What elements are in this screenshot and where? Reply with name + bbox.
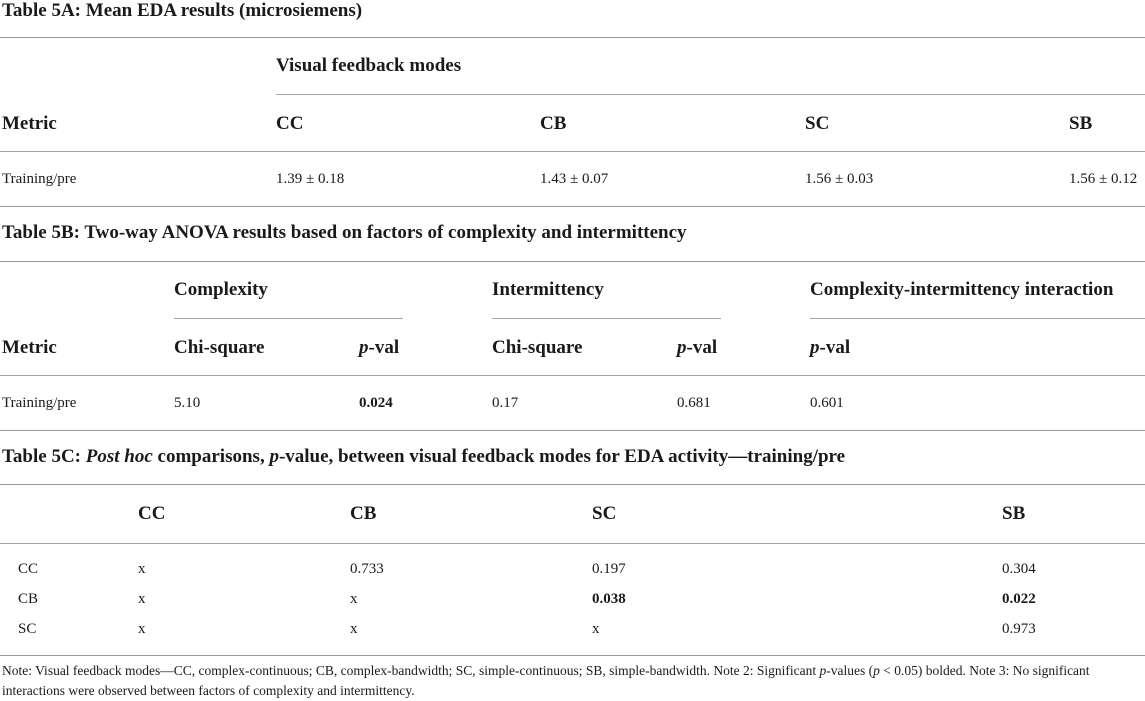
table-footnote: Note: Visual feedback modes—CC, complex-continuous; CB, complex-bandwidth; SC, simple-continuous; SB, simple-bandwidth. Note 2: Significant p-values (p < 0.05) bolded. Note 3: No significant interactions were observed between factors of complexity and intermittency. xyxy=(2,663,1090,698)
table-5b-metric-header: Metric xyxy=(2,337,57,358)
table-5a-col-cb: CB xyxy=(540,113,567,134)
table-5c-top-rule xyxy=(0,484,1145,485)
table-5a-caption: Table 5A: Mean EDA results (microsiemens) xyxy=(2,0,363,21)
table-5c-cell: 0.304 xyxy=(1002,561,1036,577)
table-5b-complexity-chi: 5.10 xyxy=(174,395,201,411)
table-5c-cell-significant: 0.038 xyxy=(592,591,626,607)
table-5b-intermittency-rule xyxy=(492,318,721,319)
table-5a-cell-sb: 1.56 ± 0.12 xyxy=(1069,171,1138,187)
table-5c-cell: 0.733 xyxy=(350,561,384,577)
table-5c-row-label: SC xyxy=(18,621,37,637)
table-5b-complexity-p-header: p-val xyxy=(359,337,400,358)
table-5b-group-intermittency: Intermittency xyxy=(492,279,604,300)
table-5a-cell-cc: 1.39 ± 0.18 xyxy=(276,171,345,187)
table-5b-group-complexity: Complexity xyxy=(174,279,268,300)
table-5b-intermittency-p: 0.681 xyxy=(677,395,711,411)
table-5c-row-label: CC xyxy=(18,561,39,577)
table-5c-bottom-rule xyxy=(0,655,1145,656)
table-5a-top-rule xyxy=(0,37,1145,38)
table-5c-cell: x xyxy=(350,621,358,637)
table-5c-row-label: CB xyxy=(18,591,39,607)
table-5a-cell-sc: 1.56 ± 0.03 xyxy=(805,171,874,187)
table-5a-bottom-rule xyxy=(0,206,1145,207)
table-5a-group-header: Visual feedback modes xyxy=(276,55,462,76)
table-5c-col-sb: SB xyxy=(1002,503,1026,524)
table-5b-complexity-p: 0.024 xyxy=(359,395,393,411)
table-5b-complexity-chi-header: Chi-square xyxy=(174,337,265,358)
table-5b-bottom-rule xyxy=(0,430,1145,431)
table-5c-col-sc: SC xyxy=(592,503,617,524)
table-5b-group-interaction: Complexity-intermittency interaction xyxy=(810,279,1114,300)
table-5c-caption: Table 5C: Post hoc comparisons, p-value, between visual feedback modes for EDA activity—training/pre xyxy=(2,446,846,467)
table-5c-col-cc: CC xyxy=(138,503,166,524)
table-5c-cell-significant: 0.022 xyxy=(1002,591,1036,607)
table-5b-intermittency-chi: 0.17 xyxy=(492,395,519,411)
table-5c-cell: x xyxy=(138,561,146,577)
table-5b-interaction-p-header: p-val xyxy=(810,337,851,358)
table-5c-cell: x xyxy=(592,621,600,637)
table-5a-cell-cb: 1.43 ± 0.07 xyxy=(540,171,609,187)
table-5a-header-rule xyxy=(0,151,1145,152)
table-5b-interaction-p: 0.601 xyxy=(810,395,844,411)
table-5a-col-cc: CC xyxy=(276,113,304,134)
table-5a-col-sb: SB xyxy=(1069,113,1093,134)
table-5a-metric-header: Metric xyxy=(2,113,57,134)
table-5c-cell: x xyxy=(138,591,146,607)
table-5c-cell: x xyxy=(138,621,146,637)
table-5a-group-rule xyxy=(276,94,1145,95)
table-5b-top-rule xyxy=(0,261,1145,262)
table-5c-cell: 0.197 xyxy=(592,561,626,577)
table-5b-header-rule xyxy=(0,375,1145,376)
table-5a-col-sc: SC xyxy=(805,113,830,134)
table-5c-col-cb: CB xyxy=(350,503,377,524)
table-5b-interaction-rule xyxy=(810,318,1145,319)
table-5b-row-label: Training/pre xyxy=(2,395,77,411)
table-5b-intermittency-chi-header: Chi-square xyxy=(492,337,583,358)
table-5b-complexity-rule xyxy=(174,318,403,319)
table-5c-header-rule xyxy=(0,543,1145,544)
table-5c-cell: 0.973 xyxy=(1002,621,1036,637)
table-5a-row-label: Training/pre xyxy=(2,171,77,187)
table-5b-intermittency-p-header: p-val xyxy=(677,337,718,358)
table-5b-caption: Table 5B: Two-way ANOVA results based on factors of complexity and intermittency xyxy=(2,222,687,243)
table-5c-cell: x xyxy=(350,591,358,607)
